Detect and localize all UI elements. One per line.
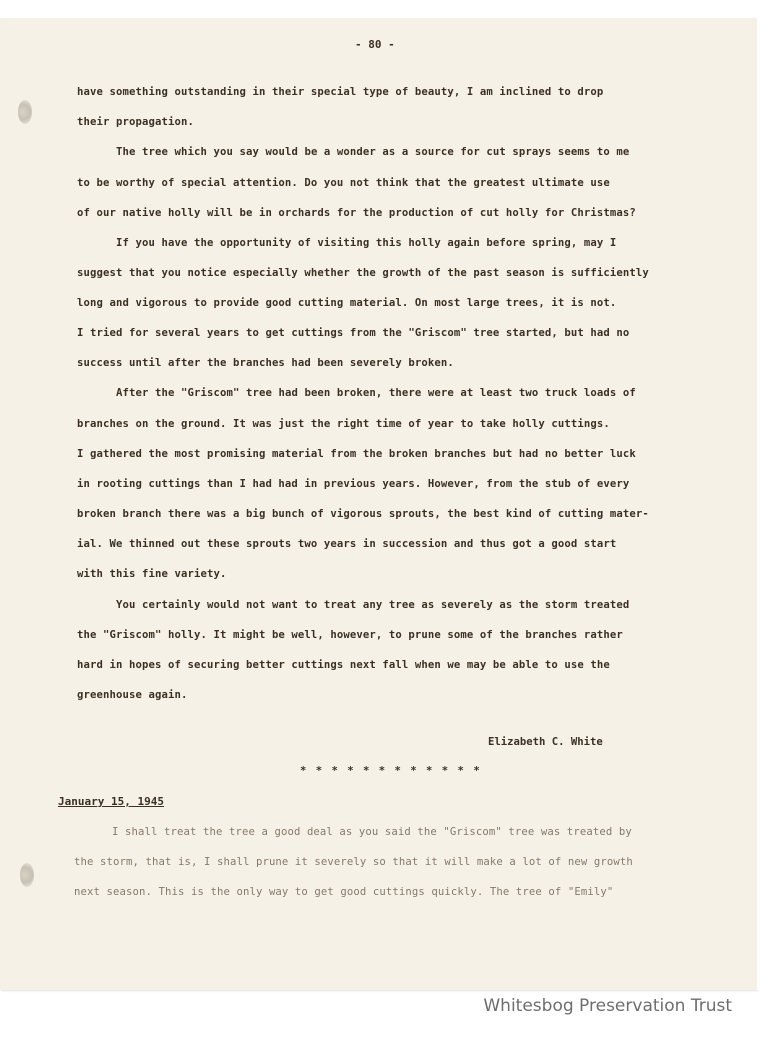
body-line: broken branch there was a big bunch of vigorous sprouts, the best kind of cutting mater-	[77, 508, 649, 520]
body-line: have something outstanding in their special type of beauty, I am inclined to drop	[77, 86, 604, 98]
body-line: of our native holly will be in orchards for the production of cut holly for Christmas?	[77, 207, 636, 219]
body-line: in rooting cuttings than I had had in previous years. However, from the stub of every	[77, 478, 630, 490]
body-line: I gathered the most promising material from the broken branches but had no better luck	[77, 448, 636, 460]
document-page	[0, 18, 757, 990]
body-line: I tried for several years to get cuttings from the "Griscom" tree started, but had no	[77, 327, 630, 339]
body-line: success until after the branches had been severely broken.	[77, 357, 454, 369]
body-line: greenhouse again.	[77, 689, 188, 701]
body-line: next season. This is the only way to get good cuttings quickly. The tree of "Emily"	[74, 886, 614, 898]
punch-hole	[18, 100, 32, 124]
signature: Elizabeth C. White	[488, 736, 603, 748]
body-line: with this fine variety.	[77, 568, 227, 580]
entry-date: January 15, 1945	[58, 795, 164, 808]
body-line: ial. We thinned out these sprouts two years in succession and thus got a good start	[77, 538, 617, 550]
body-line: their propagation.	[77, 116, 194, 128]
body-line: The tree which you say would be a wonder as a source for cut sprays seems to me	[116, 146, 630, 158]
page-number: - 80 -	[355, 38, 395, 51]
body-line: the storm, that is, I shall prune it severely so that it will make a lot of new growth	[74, 856, 633, 868]
body-line: long and vigorous to provide good cutting material. On most large trees, it is not.	[77, 297, 617, 309]
body-line: If you have the opportunity of visiting this holly again before spring, may I	[116, 237, 617, 249]
body-line: I shall treat the tree a good deal as you said the "Griscom" tree was treated by	[112, 826, 632, 838]
body-line: the "Griscom" holly. It might be well, however, to prune some of the branches rather	[77, 629, 623, 641]
section-separator: * * * * * * * * * * * *	[300, 765, 482, 777]
page-edge	[757, 18, 768, 990]
body-line: suggest that you notice especially whether the growth of the past season is sufficiently	[77, 267, 649, 279]
body-line: hard in hopes of securing better cuttings next fall when we may be able to use the	[77, 659, 610, 671]
body-line: to be worthy of special attention. Do you not think that the greatest ultimate use	[77, 177, 610, 189]
body-line: branches on the ground. It was just the right time of year to take holly cuttings.	[77, 418, 610, 430]
punch-hole	[20, 863, 34, 887]
body-line: You certainly would not want to treat any tree as severely as the storm treated	[116, 599, 630, 611]
body-line: After the "Griscom" tree had been broken, there were at least two truck loads of	[116, 387, 636, 399]
watermark: Whitesbog Preservation Trust	[483, 996, 732, 1016]
